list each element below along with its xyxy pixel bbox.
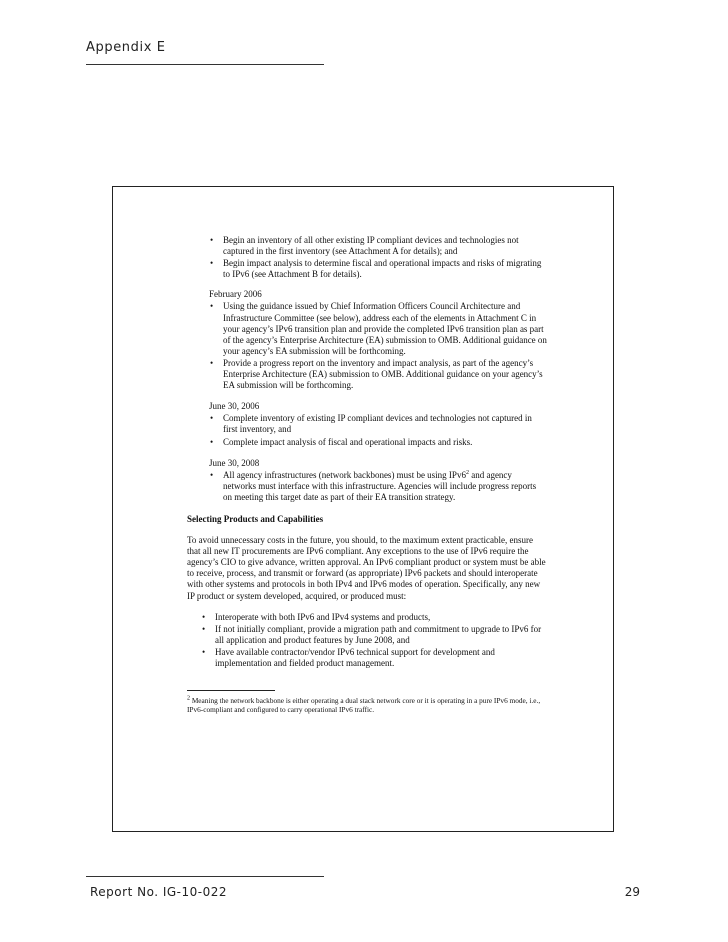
- list-item: • If not initially compliant, provide a migration path and commitment to upgrade to IPv6 for all application and product features by June 2008, and: [193, 624, 547, 646]
- list-item: • Interoperate with both IPv6 and IPv4 systems and products,: [193, 612, 547, 623]
- list-item: • Begin impact analysis to determine fiscal and operational impacts and risks of migrating to IPv6 (see Attachment B for details).: [201, 258, 547, 280]
- appendix-title: Appendix E: [86, 40, 166, 55]
- bullet-text: All agency infrastructures (network backbones) must be using IPv6: [223, 469, 466, 480]
- report-number: Report No. IG-10-022: [90, 885, 228, 899]
- footnote-divider: [187, 690, 275, 691]
- selecting-products-paragraph: To avoid unnecessary costs in the future, you should, to the maximum extent practicable, ensure that all new IT procurements are IPv6 compliant. Any exceptions to the use of IPv6 require the agency’s CIO to give advance, written approval. An IPv6 compliant product or system must be able to receive, process, and transmit or forward (as appropriate) IPv6 packets and should interoperate with other systems and protocols in both IPv4 and IPv6 modes of operation. Specifically, any new IP product or system developed, acquired, or produced must:: [187, 535, 546, 601]
- bullet-text-continued: and agency networks must interface with this infrastructure. Agencies will include progress reports on meeting this target date as part of their EA transition strategy.: [223, 469, 537, 502]
- jun-2008-bullet-list: [201, 470, 547, 503]
- footnote-text: Meaning the network backbone is either operating a dual stack network core or it is operating in a pure IPv6 mode, i.e., IPv6-compliant and configured to carry operational IPv6 traffic.: [187, 696, 541, 715]
- list-item: • Have available contractor/vendor IPv6 technical support for development and implementation and fielded product management.: [193, 647, 547, 669]
- requirements-bullet-list: [193, 612, 547, 669]
- date-heading-feb-2006: February 2006: [209, 289, 262, 300]
- list-item: • Complete inventory of existing IP compliant devices and technologies not captured in first inventory, and: [201, 413, 547, 435]
- embedded-memo-content: [187, 235, 547, 715]
- page-number: 29: [624, 885, 640, 899]
- list-item: • Using the guidance issued by Chief Information Officers Council Architecture and Infrastructure Committee (see below), address each of the elements in Attachment C in your agency’s IPv6 transition plan and provide the completed IPv6 transition plan as part of the agency’s Enterprise Architecture (EA) submission to OMB. Additional guidance on your agency’s EA submission will be forthcoming.: [201, 301, 547, 356]
- date-heading-jun-2006: June 30, 2006: [209, 401, 260, 412]
- header-divider: [86, 64, 324, 65]
- list-item: • Begin an inventory of all other existing IP compliant devices and technologies not captured in the first inventory (see Attachment A for details); and: [201, 235, 547, 257]
- footnote: [187, 696, 547, 714]
- footer-divider: [86, 876, 324, 877]
- embedded-memo-frame: [112, 186, 614, 832]
- feb-2006-bullet-list: [201, 301, 547, 391]
- list-item: • Provide a progress report on the inventory and impact analysis, as part of the agency’s Enterprise Architecture (EA) submission to OMB. Additional guidance on your agency’s EA submission will be forthcoming.: [201, 358, 547, 391]
- date-heading-jun-2008: June 30, 2008: [209, 457, 260, 468]
- footnote-marker: 2: [465, 469, 469, 476]
- footnote-number: 2: [187, 695, 190, 702]
- list-item: • Complete impact analysis of fiscal and operational impacts and risks.: [201, 437, 547, 448]
- intro-bullet-list: [201, 235, 547, 280]
- jun-2006-bullet-list: [201, 413, 547, 447]
- section-heading-selecting-products: Selecting Products and Capabilities: [187, 513, 324, 524]
- list-item: [201, 470, 547, 503]
